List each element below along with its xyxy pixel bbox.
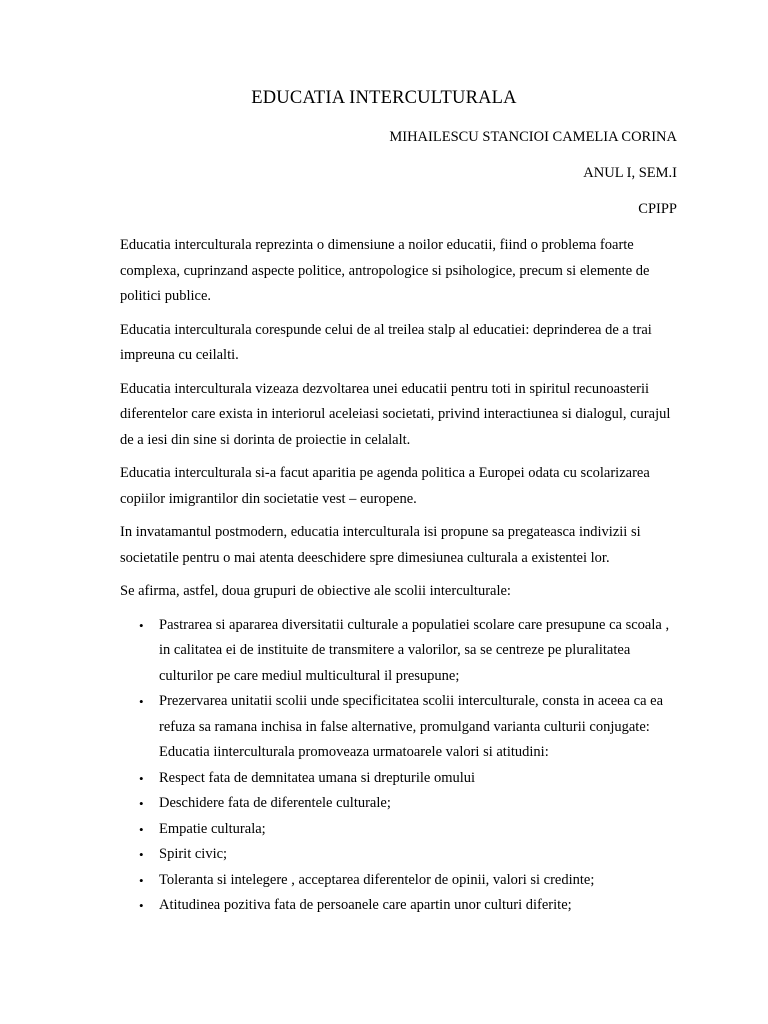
paragraph: Educatia interculturala corespunde celui de al treilea stalp al educatiei: deprinderea de a trai impreuna cu ceilalti. — [120, 321, 652, 363]
bullet-icon: • — [139, 872, 144, 888]
list-item-text: Prezervarea unitatii scolii unde specificitatea scolii interculturale, consta in aceea ca ea refuza sa ramana inchisa in false alternative, promulgand varianta culturii conjugate: Educatia iinterculturala promoveaza urmatoarele valori si atitudini: — [159, 693, 664, 760]
bullet-icon: • — [139, 847, 144, 862]
list-item — [139, 868, 680, 894]
list-item-text: Deschidere fata de diferentele culturale; — [159, 795, 391, 811]
paragraph: In invatamantul postmodern, educatia interculturala isi propune sa pregateasca indivizii si societatile pentru o mai atenta deeschidere spre dimesiunea culturala a existentei lor. — [120, 524, 641, 566]
list-item — [139, 791, 680, 817]
bullet-icon: • — [139, 694, 144, 709]
list-item-text: Atitudinea pozitiva fata de persoanele care apartin unor culturi diferite; — [159, 897, 572, 913]
paragraph: Educatia interculturala vizeaza dezvoltarea unei educatii pentru toti in spiritul recunoasterii diferentelor care exista in interiorul aceleiasi societati, privind interactiunea si dialogul, curajul de a iesi din sine si dorinta de proiectie in celalalt. — [120, 380, 671, 448]
bullet-icon: • — [139, 770, 144, 786]
program-name: CPIPP — [638, 201, 677, 217]
paragraph: Educatia interculturala si-a facut aparitia pe agenda politica a Europei odata cu scolarizarea copiilor imigrantilor din societatie vest – europene. — [120, 465, 650, 507]
author-name: MIHAILESCU STANCIOI CAMELIA CORINA — [389, 129, 677, 145]
bullet-icon: • — [139, 821, 144, 837]
document-body — [120, 233, 680, 919]
bullet-icon: • — [139, 898, 144, 913]
document-title: EDUCATIA INTERCULTURALA — [251, 88, 517, 108]
list-item-text: Spirit civic; — [159, 846, 228, 862]
academic-year: ANUL I, SEM.I — [583, 165, 677, 181]
list-item-text: Pastrarea si apararea diversitatii culturale a populatiei scolare care presupune ca scoala , in calitatea ei de instituite de transmitere a valorilor, sa se centreze pe pluralitatea culturilor pe care mediul multicultural il presupune; — [159, 616, 670, 684]
bullet-icon: • — [139, 796, 144, 811]
paragraph: Educatia interculturala reprezinta o dimensiune a noilor educatii, fiind o problema foarte complexa, cuprinzand aspecte politice, antropologice si psihologice, precum si elemente de politici publice. — [120, 237, 650, 304]
list-item — [139, 766, 680, 792]
list-item — [139, 817, 680, 843]
list-item-text: Empatie culturala; — [159, 820, 266, 837]
list-item — [139, 893, 680, 919]
list-item-text: Respect fata de demnitatea umana si drepturile omului — [159, 769, 476, 786]
list-item — [139, 613, 680, 690]
bullet-icon: • — [139, 617, 144, 633]
objectives-list — [120, 613, 680, 919]
paragraph: Se afirma, astfel, doua grupuri de obiective ale scolii interculturale: — [120, 583, 511, 599]
list-item-text: Toleranta si intelegere , acceptarea diferentelor de opinii, valori si credinte; — [159, 871, 595, 888]
list-item — [139, 689, 680, 766]
list-item — [139, 842, 680, 868]
